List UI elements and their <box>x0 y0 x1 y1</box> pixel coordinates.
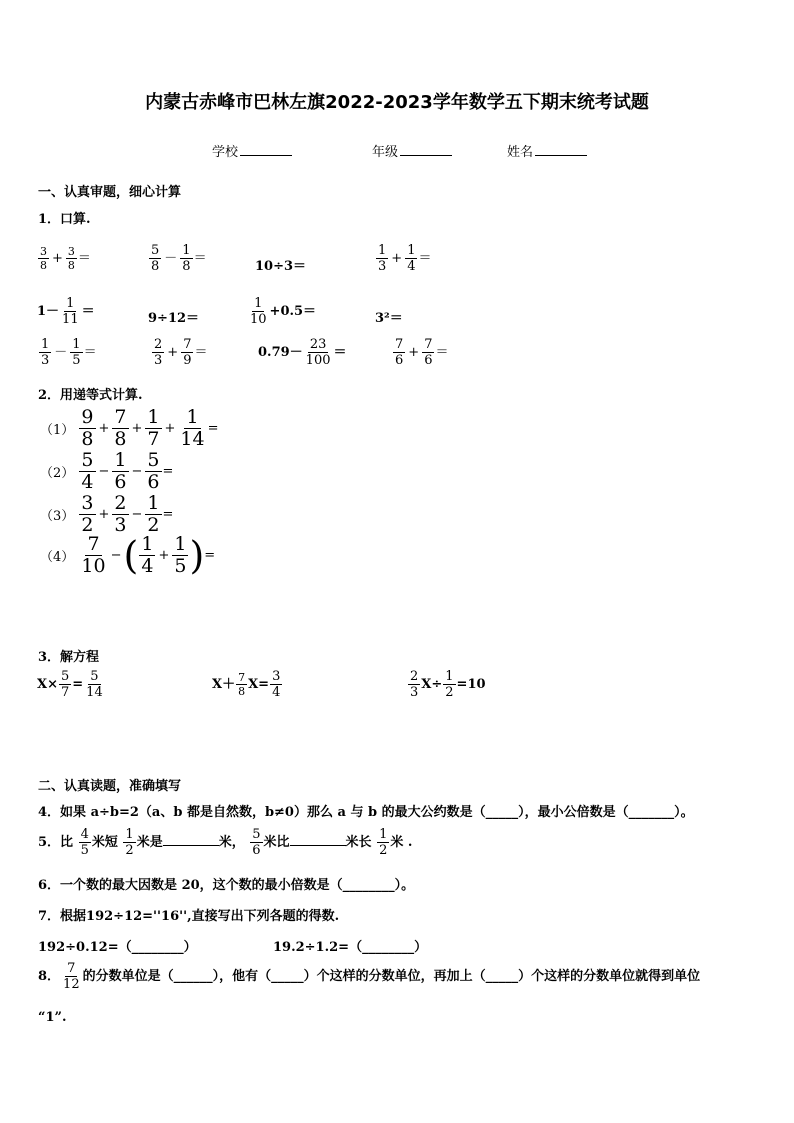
q1-r1-d: $\frac{1}{3}$ + $\frac{1}{4}$ ＝ <box>378 243 432 274</box>
q2-item-1: （1） $\frac{9}{8}$ + $\frac{7}{8}$ + $\frac{1}{7}$ + $\frac{1}{14}$ = <box>40 406 219 450</box>
q2-item-3: （3） $\frac{3}{2}$ + $\frac{2}{3}$ − $\frac{1}{2}$ = <box>40 492 174 536</box>
q5-blank-1[interactable] <box>163 834 219 846</box>
q1-r2-c: $\frac{1}{10}$ +0.5＝ <box>250 296 317 327</box>
grade-field: 年级 <box>372 141 452 160</box>
q4-text: 4．如果 a÷b=2（a、b 都是自然数，b≠0）那么 a 与 b 的最大公约数是（_____），最小公倍数是（_______）。 <box>38 805 694 820</box>
page-title: 内蒙古赤峰市巴林左旗2022-2023学年数学五下期末统考试题 <box>145 92 649 113</box>
q7-text: 7．根据192÷12=''16'',直接写出下列各题的得数. <box>38 909 340 924</box>
q1-r3-a: $\frac{1}{3}$ － $\frac{1}{5}$ ＝ <box>41 337 97 368</box>
q1-r3-b: $\frac{2}{3}$ + $\frac{7}{9}$ ＝ <box>154 337 208 368</box>
school-blank[interactable] <box>240 143 292 156</box>
q3-eq-3: $\frac{2}{3}$ X÷ $\frac{1}{2}$ =10 <box>410 669 486 700</box>
q8-tail: “1”. <box>38 1010 67 1025</box>
q1-r1-c: 10÷3＝ <box>255 259 307 274</box>
q1-label: 1．口算. <box>38 212 91 227</box>
section2-heading: 二、认真读题，准确填写 <box>38 779 182 794</box>
q1-r2-d: 3²＝ <box>375 311 403 326</box>
name-blank[interactable] <box>535 143 587 156</box>
q5-blank-2[interactable] <box>290 834 346 846</box>
q8-text: 8． $\frac{7}{12}$ 的分数单位是（______），他有（_____）个这样的分数单位，再加上（_____）个这样的分数单位就得到单位 <box>38 961 701 992</box>
q1-r2-b: 9÷12＝ <box>148 311 200 326</box>
q7-answer-b: 19.2÷1.2=（________） <box>273 940 428 955</box>
q1-r1-b: $\frac{5}{8}$ － $\frac{1}{8}$ ＝ <box>151 243 207 274</box>
q3-eq-2: X＋ $\frac{7}{8}$ X= $\frac{3}{4}$ <box>212 669 281 700</box>
q5-text: 5．比 $\frac{4}{5}$ 米短 $\frac{1}{2}$ 米是 米， $\frac{5}{6}$ 米比 米长 $\frac{1}{2}$ 米 . <box>38 827 413 858</box>
school-field: 学校 <box>212 141 292 160</box>
q2-item-2: （2） $\frac{5}{4}$ − $\frac{1}{6}$ − $\frac{5}{6}$ = <box>40 449 174 493</box>
q2-item-4: （4） $\frac{7}{10}$ −( $\frac{1}{4}$ + $\frac{1}{5}$ )= <box>40 533 216 578</box>
q6-text: 6．一个数的最大因数是 20，这个数的最小倍数是（________）。 <box>38 878 415 893</box>
q3-eq-1: X× $\frac{5}{7}$ = $\frac{5}{14}$ <box>37 669 103 700</box>
q1-r3-d: $\frac{7}{6}$ + $\frac{7}{6}$ ＝ <box>395 337 449 368</box>
name-field: 姓名 <box>507 141 587 160</box>
q1-r3-c: 0.79－ $\frac{23}{100}$ ＝ <box>258 337 347 368</box>
q1-r1-a: $\frac{3}{8}$ + $\frac{3}{8}$ ＝ <box>40 245 91 272</box>
grade-blank[interactable] <box>400 143 452 156</box>
q3-label: 3．解方程 <box>38 650 100 665</box>
q7-answer-a: 192÷0.12=（________） <box>38 940 197 955</box>
q1-r2-a: 1－ $\frac{1}{11}$ ＝ <box>37 296 95 327</box>
section1-heading: 一、认真审题，细心计算 <box>38 185 182 200</box>
q2-label: 2．用递等式计算. <box>38 388 143 403</box>
